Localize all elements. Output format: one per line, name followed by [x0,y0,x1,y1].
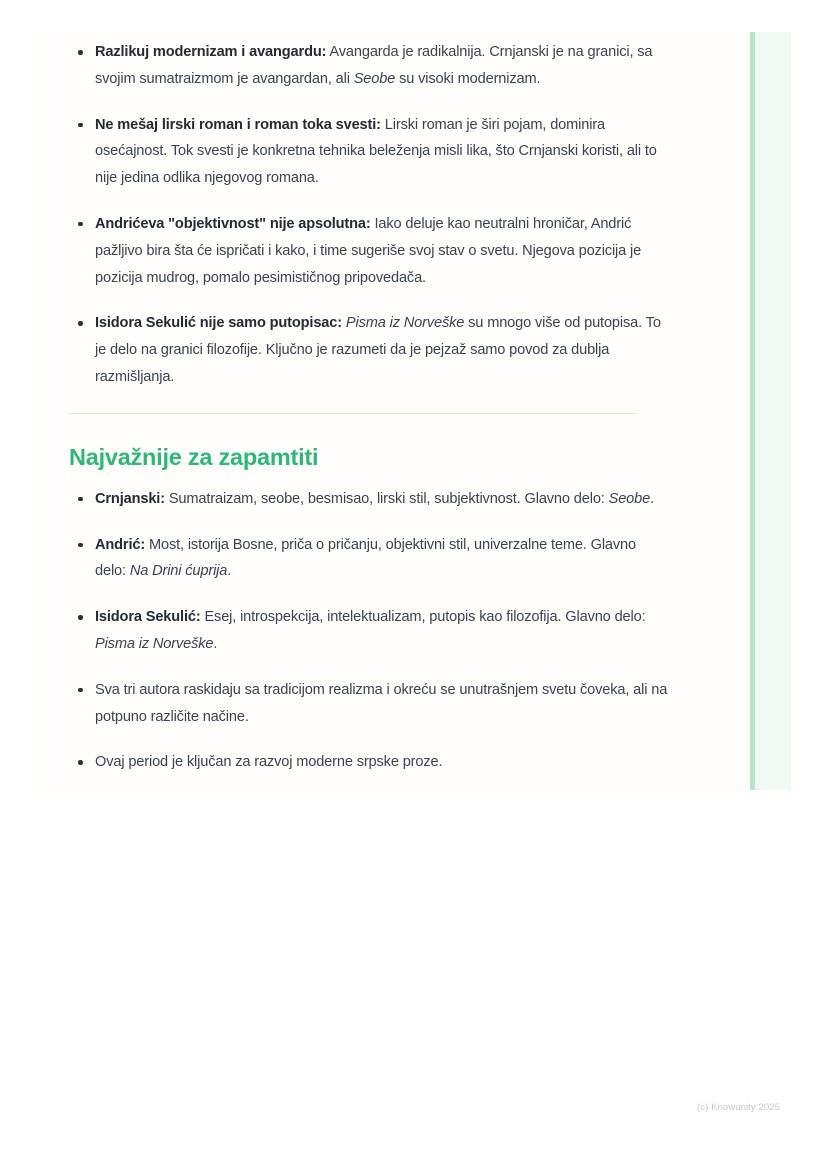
list-item [69,112,669,192]
accent-side-panel [755,32,791,790]
list-item-text-tail: su mnogo više od putopisa. To je delo na granici filozofije. Ključno je razumeti da je pejzaž samo povod za dublja razmišljanja. [95,315,661,385]
list-item-text-tail: . [650,490,655,507]
list-item-text-tail: . [227,563,232,580]
section-divider [69,413,636,414]
list-item-lead: Isidora Sekulić: [95,609,201,626]
list-item-text-tail: . [213,635,218,652]
summary-list [69,486,669,776]
list-item-text-tail: su visoki modernizam. [395,70,541,87]
list-item-lead: Crnjanski: [95,490,165,507]
list-item-text: Most, istorija Bosne, priča o pričanju, objektivni stil, univerzalne teme. Glavno delo: [95,536,636,580]
list-item [69,749,669,776]
list-item [69,604,669,658]
misconceptions-list [69,32,669,391]
list-item-title: Na Drini ćuprija [129,563,228,580]
page-content [69,32,669,790]
list-item-text: Ovaj period je ključan za razvoj moderne srpske proze. [95,754,443,771]
list-item-lead: Razlikuj modernizam i avangardu: [95,44,327,60]
list-item [69,532,669,586]
list-item-title: Seobe [353,70,396,87]
document-page [36,32,791,790]
footer-copyright: (c) Knowunity 2025 [696,1102,780,1113]
section-heading: Najvažnije za zapamtiti [69,443,319,470]
list-item-lead: Isidora Sekulić nije samo putopisac: [95,315,342,332]
list-item-text: Sva tri autora raskidaju sa tradicijom realizma i okreću se unutrašnjem svetu čoveka, ali na potpuno različite načine. [95,681,668,725]
list-item [69,677,669,731]
list-item-text: Iako deluje kao neutralni hroničar, Andrić pažljivo bira šta će ispričati i kako, i time sugeriše svoj stav o svetu. Njegova pozicija je pozicija mudrog, pomalo pesimističnog pripovedača. [95,215,642,286]
list-item-title: Seobe [608,490,651,507]
list-item-title: Pisma iz Norveške [95,635,214,652]
list-item-text: Avangarda je radikalnija. Crnjanski je na granici, sa svojim sumatraizmom je avangardan, ali [95,44,653,87]
list-item-lead: Ne mešaj lirski roman i roman toka svesti: [95,116,381,133]
list-item-lead: Andrićeva "objektivnost" nije apsolutna: [95,215,371,232]
list-item-text: Esej, introspekcija, intelektualizam, putopis kao filozofija. Glavno delo: [200,609,646,626]
list-item [69,39,669,93]
list-item [69,486,669,513]
list-item-text: Sumatraizam, seobe, besmisao, lirski stil, subjektivnost. Glavno delo: [164,490,609,507]
list-item [69,310,669,390]
list-item-text: Lirski roman je širi pojam, dominira osećajnost. Tok svesti je konkretna tehnika beleženja misli lika, što Crnjanski koristi, ali to nije jedina odlika njegovog romana. [95,116,657,187]
list-item-title: Pisma iz Norveške [345,315,465,332]
list-item-lead: Andrić: [95,536,146,553]
list-item [69,211,669,291]
